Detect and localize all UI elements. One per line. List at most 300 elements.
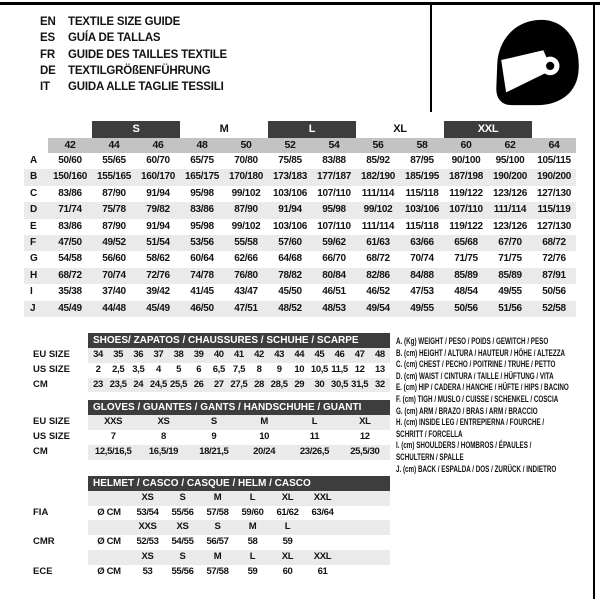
measurement-cell: 85/92	[366, 155, 390, 166]
section-cell: 25,5	[169, 378, 189, 393]
section-cell: 39	[189, 348, 209, 363]
measurement-cell: 59/62	[312, 235, 356, 251]
measurement-cell: 65/68	[444, 235, 488, 251]
section-cell: 45	[309, 348, 329, 363]
measurement-cell: 71/75	[454, 253, 478, 265]
section-row-label: EU SIZE	[33, 348, 88, 363]
measurement-cell: 87/90	[224, 202, 268, 218]
measurement-cell: 173/183	[268, 169, 312, 185]
helmet-row	[33, 565, 390, 580]
measurement-row-letter: E	[30, 220, 37, 232]
measurement-cell: 50/56	[542, 286, 566, 298]
section-cell: 9	[211, 431, 217, 443]
section-header-row	[33, 400, 390, 415]
measurement-row-letter: B	[24, 169, 48, 185]
section-cell: 20/24	[239, 445, 289, 460]
section-cell: 6,5	[212, 363, 225, 375]
measurement-row-letter: A	[30, 155, 37, 166]
measurement-cell: 155/165	[92, 169, 136, 185]
section-cell: XL	[340, 415, 390, 430]
measurement-cell: 51/56	[488, 301, 532, 317]
section-cell: 23,5	[108, 378, 128, 393]
measurement-cell: 61/63	[356, 235, 400, 251]
measurement-cell: 44/48	[92, 301, 136, 317]
language-row	[40, 30, 227, 46]
helmet-size-cell: 57/58	[206, 565, 229, 577]
size-number-cell: 42	[48, 138, 92, 153]
measurement-cell: 160/170	[136, 169, 180, 185]
section-cell: 6	[196, 363, 202, 375]
measurement-cell: 55/65	[102, 155, 126, 166]
section-row-label: CM	[33, 445, 88, 460]
measurement-cell: 70/74	[410, 253, 434, 265]
language-code: ES	[40, 32, 55, 45]
measurement-cell: 95/98	[190, 220, 214, 232]
measurement-cell: 63/66	[400, 235, 444, 251]
measurement-row	[24, 284, 576, 300]
section-cell: 7,5	[232, 363, 246, 375]
helmet-size-cell: M	[235, 520, 270, 535]
measurement-cell: 111/114	[361, 220, 395, 232]
language-row	[40, 47, 227, 63]
helmet-size-cell: 59	[282, 536, 293, 548]
section-cell: L	[289, 415, 339, 430]
section-cell: 24,5	[148, 378, 168, 393]
helmet-size-cell: 52/53	[136, 536, 159, 548]
helmet-size-cell	[305, 520, 340, 535]
measurement-cell: 90/100	[451, 155, 481, 166]
legend-line: A. (Kg) WEIGHT / PESO / POIDS / GEWITCH / PESO	[396, 336, 549, 347]
section-row-label: US SIZE	[33, 363, 88, 378]
helmet-size-cell: 63/64	[311, 506, 334, 518]
section-row-label: EU SIZE	[33, 415, 88, 430]
helmet-size-cell: M	[200, 550, 235, 565]
helmet-standard-label: FIA	[33, 506, 88, 521]
measurement-cell: 190/200	[488, 169, 532, 185]
measurement-cell: 54/58	[58, 253, 82, 265]
helmet-standard-label: ECE	[33, 565, 88, 580]
measurement-cell: 119/122	[449, 187, 483, 199]
section-cell: 48	[370, 348, 390, 363]
section-cell: 35	[108, 348, 128, 363]
helmet-size-cell: XS	[165, 520, 200, 535]
helmet-size-cell: 55/56	[171, 506, 194, 518]
helmet-filler-cell	[340, 550, 390, 565]
section-cell: 8	[256, 363, 262, 375]
section-cell: 10	[294, 363, 305, 375]
measurement-row-letter: F	[24, 235, 48, 251]
section-cell: 11,5	[331, 363, 348, 375]
measurement-row-letter: I	[30, 286, 33, 298]
measurement-cell: 58/62	[146, 253, 170, 265]
shoes-size-table	[33, 333, 390, 392]
language-row	[40, 79, 227, 95]
helmet-unit-cell	[88, 550, 130, 565]
measurement-cell: 68/72	[366, 253, 390, 265]
helmet-size-cell: 57/58	[206, 506, 229, 518]
legend-line: D. (cm) WAIST / CINTURA / TAILLE / HÜFTUNG / VITA	[396, 370, 554, 382]
textile-size-table	[24, 121, 576, 317]
language-row	[40, 14, 227, 30]
measurement-cell: 185/195	[400, 169, 444, 185]
measurement-cell: 46/51	[322, 286, 346, 298]
measurement-cell: 111/114	[488, 202, 532, 218]
top-border-line	[0, 2, 600, 5]
section-cell: 31,5	[350, 378, 370, 393]
helmet-size-cell: 61/62	[276, 506, 299, 518]
measurement-cell: 55/58	[224, 235, 268, 251]
helmet-row	[33, 491, 390, 506]
section-row	[33, 445, 390, 460]
legend-line: H. (cm) INSIDE LEG / ENTREPIERNA / FOURCHE /	[396, 417, 545, 429]
section-cell: 10	[259, 431, 270, 443]
measurement-cell: 57/60	[268, 235, 312, 251]
helmet-size-cell: 54/55	[171, 536, 194, 548]
size-number-cell: 56	[356, 138, 400, 153]
measurement-cell: 95/98	[312, 202, 356, 218]
size-number-cell: 60	[444, 138, 488, 153]
section-header-spacer	[33, 476, 88, 491]
helmet-unit-cell	[88, 520, 130, 535]
measurement-cell: 165/175	[180, 169, 224, 185]
size-group-empty	[532, 121, 576, 138]
size-group-empty	[24, 121, 92, 138]
helmet-filler-cell	[340, 491, 390, 506]
helmet-filler-cell	[340, 520, 390, 535]
size-group-label: S	[92, 121, 180, 138]
section-cell: 28,5	[269, 378, 289, 393]
measurement-cell: 115/118	[405, 187, 439, 199]
measurement-row	[24, 251, 576, 267]
measurement-cell: 60/64	[190, 253, 214, 265]
measurement-cell: 67/70	[488, 235, 532, 251]
helmet-size-cell: 53/54	[136, 506, 159, 518]
measurement-cell: 51/54	[136, 235, 180, 251]
legend-line: J. (cm) BACK / ESPALDA / DOS / ZURÜCK / INDIETRO	[396, 463, 557, 475]
size-number-row	[24, 138, 576, 153]
section-cell: 12	[359, 431, 370, 443]
section-row-label: CM	[33, 378, 88, 393]
measurement-row	[24, 153, 576, 169]
measurement-cell: 91/94	[146, 187, 170, 199]
section-cell: 18/21,5	[189, 445, 239, 460]
helmet-standard-label	[33, 491, 88, 506]
measurement-cell: 80/84	[312, 268, 356, 284]
measurement-cell: 45/50	[278, 286, 302, 298]
helmet-size-cell: XXS	[130, 520, 165, 535]
section-cell: 11	[309, 431, 320, 443]
measurement-cell: 76/80	[224, 268, 268, 284]
section-cell: 12,5/16,5	[88, 445, 138, 460]
measurement-cell: 65/75	[190, 155, 214, 166]
section-header-row	[33, 333, 390, 348]
helmet-size-cell: M	[200, 491, 235, 506]
measurement-cell: 87/91	[532, 268, 576, 284]
helmet-size-cell: 59/60	[241, 506, 264, 518]
size-number-cell: 46	[136, 138, 180, 153]
section-cell: 3,5	[132, 363, 145, 375]
section-row	[33, 348, 390, 363]
measurement-cell: 71/75	[498, 253, 522, 265]
size-number-cell: 58	[400, 138, 444, 153]
section-cell: S	[189, 415, 239, 430]
helmet-size-cell: 61	[317, 565, 328, 577]
section-cell: 13	[374, 363, 385, 375]
measurement-cell: 95/98	[190, 187, 214, 199]
helmet-unit-cell	[88, 491, 130, 506]
racing-helmet-icon-svg	[483, 13, 586, 111]
helmet-unit-cell: Ø CM	[97, 506, 121, 518]
measurement-cell: 177/187	[312, 169, 356, 185]
helmet-size-cell: 58	[247, 536, 258, 548]
section-cell: XXS	[88, 415, 138, 430]
section-header-spacer	[33, 333, 88, 348]
measurement-cell: 72/76	[136, 268, 180, 284]
measurement-cell: 45/49	[48, 301, 92, 317]
measurement-cell: 74/78	[180, 268, 224, 284]
helmet-row	[33, 550, 390, 565]
section-cell: 10,5	[310, 363, 328, 375]
measurement-cell: 50/60	[58, 155, 82, 166]
section-cell: 38	[169, 348, 189, 363]
section-cell: 24	[128, 378, 148, 393]
measurement-cell: 83/86	[180, 202, 224, 218]
section-cell: 12	[354, 363, 365, 375]
section-cell: 47	[350, 348, 370, 363]
section-cell: 32	[370, 378, 390, 393]
language-title: GUÍA DE TALLAS	[68, 32, 161, 45]
section-cell: 2	[95, 363, 101, 375]
language-code: FR	[40, 48, 55, 61]
measurement-cell: 99/102	[231, 220, 261, 232]
section-header-spacer	[33, 400, 88, 415]
helmet-size-cell: L	[270, 520, 305, 535]
language-row	[40, 63, 227, 79]
legend-line: B. (cm) HEIGHT / ALTURA / HAUTEUR / HÖHE / ALTEZZA	[396, 347, 566, 359]
section-title-bar: HELMET / CASCO / CASQUE / HELM / CASCO	[88, 476, 390, 491]
measurement-cell: 45/49	[136, 301, 180, 317]
size-row-label-cell	[24, 138, 48, 153]
section-cell: 37	[148, 348, 168, 363]
section-cell: 40	[209, 348, 229, 363]
section-cell: 27,5	[229, 378, 249, 393]
measurement-row-letter: G	[30, 253, 38, 265]
legend-line: F. (cm) TIGH / MUSLO / CUISSE / SCHENKEL / COSCIA	[396, 393, 559, 405]
section-cell: 41	[229, 348, 249, 363]
section-row	[33, 378, 390, 393]
legend-line: SCHRITT / FORCELLA	[396, 428, 463, 440]
measurement-row	[24, 169, 576, 185]
measurement-cell: 48/52	[268, 301, 312, 317]
size-number-cell: 48	[180, 138, 224, 153]
measurement-cell: 62/66	[234, 253, 258, 265]
measurement-cell: 127/130	[536, 187, 572, 199]
measurement-cell: 49/55	[400, 301, 444, 317]
size-number-cell: 62	[488, 138, 532, 153]
section-cell: 8	[161, 431, 166, 443]
helmet-size-cell	[305, 535, 340, 550]
language-title: GUIDA ALLE TAGLIE TESSILI	[68, 81, 224, 94]
measurement-cell: 64/68	[278, 253, 302, 265]
helmet-size-cell: XXL	[305, 491, 340, 506]
size-group-label: L	[268, 121, 356, 138]
section-cell: 42	[249, 348, 269, 363]
measurement-cell: 47/50	[48, 235, 92, 251]
language-code: EN	[40, 16, 56, 28]
measurement-cell: 71/74	[48, 202, 92, 218]
language-code: IT	[40, 81, 50, 94]
size-number-cell: 54	[312, 138, 356, 153]
measurement-cell: 103/106	[272, 187, 308, 199]
helmet-filler-cell	[340, 506, 390, 521]
helmet-row	[33, 520, 390, 535]
helmet-size-cell: 56/57	[206, 536, 229, 548]
measurement-cell: 48/54	[454, 286, 478, 298]
measurement-cell: 123/126	[492, 220, 528, 232]
size-number-cell: 44	[92, 138, 136, 153]
measurement-cell: 49/55	[498, 286, 522, 298]
size-number-cell: 52	[268, 138, 312, 153]
helmet-size-cell: L	[235, 550, 270, 565]
measurement-cell: 87/90	[102, 220, 126, 232]
helmet-size-cell: XXL	[305, 550, 340, 565]
measurement-cell: 75/78	[92, 202, 136, 218]
helmet-standard-label: CMR	[33, 535, 88, 550]
helmet-standard-label	[33, 520, 88, 535]
section-cell: 30,5	[330, 378, 350, 393]
measurement-cell: 107/110	[317, 187, 351, 199]
legend-line: G. (cm) ARM / BRAZO / BRAS / ARM / BRACCIO	[396, 405, 538, 417]
size-number-cell: 50	[224, 138, 268, 153]
legend-line: E. (cm) HIP / CADERA / HANCHE / HÜFTE / HIPS / BACINO	[396, 382, 569, 394]
helmet-size-cell: XS	[130, 491, 165, 506]
section-cell: 25,5/30	[340, 445, 390, 460]
measurement-cell: 91/94	[268, 202, 312, 218]
measurement-cell: 87/95	[410, 155, 434, 166]
measurement-cell: 75/85	[278, 155, 302, 166]
helmet-unit-cell: Ø CM	[97, 536, 121, 548]
helmet-row	[33, 535, 390, 550]
measurement-cell: 115/119	[532, 202, 576, 218]
section-cell: 4	[155, 363, 161, 375]
measurement-cell: 43/47	[234, 286, 258, 298]
section-cell: 2,5	[112, 363, 125, 375]
section-row	[33, 415, 390, 430]
section-cell: 30	[309, 378, 329, 393]
helmet-size-cell: 60	[282, 565, 293, 577]
measurement-cell: 83/88	[322, 155, 346, 166]
measurement-cell: 60/70	[146, 155, 170, 166]
helmet-size-cell: S	[165, 491, 200, 506]
measurement-row	[24, 202, 576, 218]
size-number-cell: 64	[532, 138, 576, 153]
measurement-row	[24, 268, 576, 284]
helmet-size-cell: XL	[270, 550, 305, 565]
size-group-label: XXL	[444, 121, 532, 138]
measurement-cell: 47/53	[410, 286, 434, 298]
helmet-size-cell: XL	[270, 491, 305, 506]
measurement-cell: 70/74	[92, 268, 136, 284]
measurement-cell: 49/54	[356, 301, 400, 317]
measurement-row-letter: C	[30, 187, 37, 199]
measurement-cell: 37/40	[102, 286, 126, 298]
measurement-cell: 46/52	[366, 286, 390, 298]
language-title: TEXTILGRÖßENFÜHRUNG	[68, 64, 211, 77]
helmet-size-cell: S	[165, 550, 200, 565]
section-cell: 5	[176, 363, 182, 375]
measurement-cell: 83/86	[58, 220, 82, 232]
section-cell: 27	[209, 378, 229, 393]
measurement-cell: 66/70	[322, 253, 346, 265]
gloves-size-table	[33, 400, 390, 459]
measurement-cell: 103/106	[272, 220, 308, 232]
measurement-cell: 41/45	[190, 286, 214, 298]
measurement-cell: 103/106	[400, 202, 444, 218]
section-cell: 36	[128, 348, 148, 363]
section-cell: 23/26,5	[289, 445, 339, 460]
measurement-cell: 48/53	[312, 301, 356, 317]
section-cell: 28	[249, 378, 269, 393]
measurement-cell: 82/86	[356, 268, 400, 284]
measurement-cell: 95/100	[495, 155, 525, 166]
measurement-cell: 85/89	[488, 268, 532, 284]
section-cell: 9	[276, 363, 282, 375]
measurement-row-letter: H	[24, 268, 48, 284]
header-divider-line	[430, 2, 432, 112]
measurement-cell: 119/122	[449, 220, 483, 232]
legend-line: SCHULTERN / SPALLE	[396, 451, 464, 463]
section-cell: XS	[138, 415, 188, 430]
racing-helmet-icon	[483, 13, 586, 111]
helmet-size-cell: 53	[142, 565, 153, 577]
helmet-unit-cell: Ø CM	[97, 565, 121, 577]
size-group-row	[24, 121, 576, 138]
helmet-size-cell: 55/56	[171, 565, 194, 577]
measurement-cell: 123/126	[492, 187, 528, 199]
measurement-cell: 105/115	[537, 155, 571, 166]
measurement-cell: 111/114	[361, 187, 395, 199]
measurement-cell: 68/72	[48, 268, 92, 284]
helmet-size-cell: XS	[130, 550, 165, 565]
measurement-cell: 49/52	[92, 235, 136, 251]
measurement-cell: 70/80	[234, 155, 258, 166]
section-title-bar: GLOVES / GUANTES / GANTS / HANDSCHUHE / GUANTI	[88, 400, 390, 415]
measurement-cell: 150/160	[48, 169, 92, 185]
measurement-cell: 46/50	[180, 301, 224, 317]
helmet-filler-cell	[340, 565, 390, 580]
measurement-cell: 190/200	[532, 169, 576, 185]
measurement-cell: 52/58	[532, 301, 576, 317]
measurement-cell: 47/51	[224, 301, 268, 317]
language-title: TEXTILE SIZE GUIDE	[68, 16, 181, 28]
size-group-label: XL	[393, 123, 407, 135]
size-group-label: M	[219, 123, 229, 135]
measurement-cell: 78/82	[268, 268, 312, 284]
section-header-row	[33, 476, 390, 491]
measurement-cell: 91/94	[146, 220, 170, 232]
measurement-cell: 187/198	[444, 169, 488, 185]
measurement-cell: 35/38	[58, 286, 82, 298]
section-cell: 46	[330, 348, 350, 363]
section-cell: M	[239, 415, 289, 430]
measurement-cell: 68/72	[532, 235, 576, 251]
measurement-cell: 99/102	[231, 187, 261, 199]
language-code: DE	[40, 64, 56, 77]
section-cell: 34	[88, 348, 108, 363]
legend-line: I. (cm) SHOULDERS / HOMBROS / ÉPAULES /	[396, 440, 532, 452]
measurement-row	[24, 219, 576, 235]
measurement-cell: 50/56	[444, 301, 488, 317]
